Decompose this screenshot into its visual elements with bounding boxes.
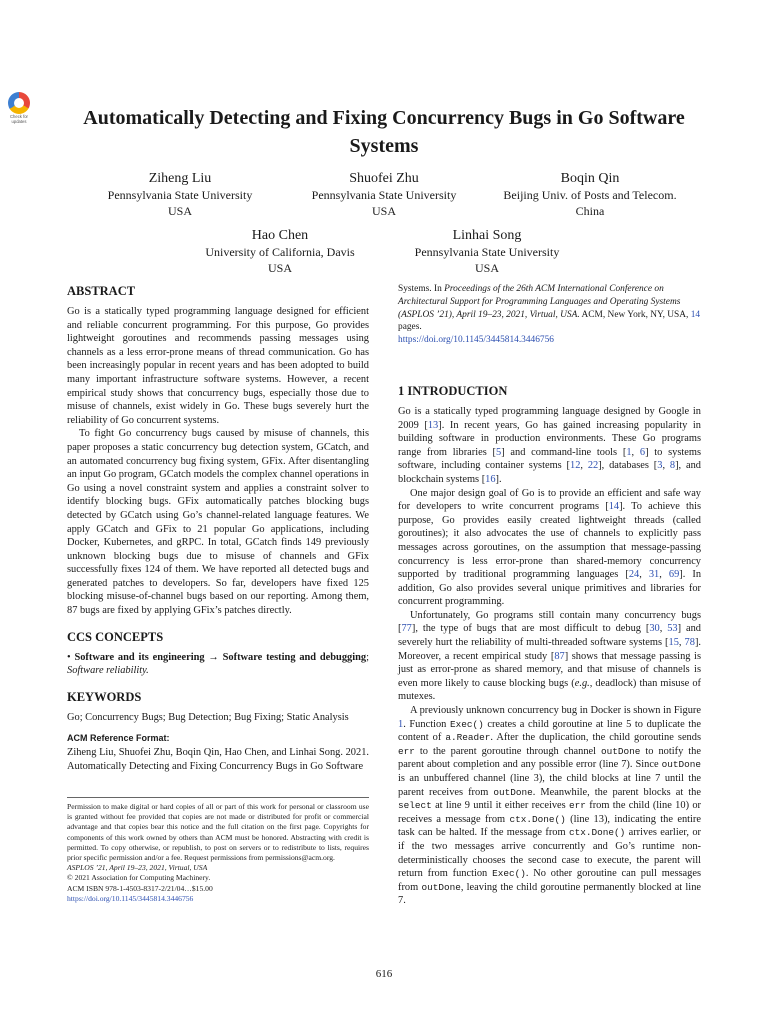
text-segment: to the parent goroutine through channel [414,745,602,757]
ccs-text: • Software and its engineering → Software testing and debugging; Software reliability. [67,651,369,677]
text-segment: deadlock) than misuse of mutexes. [398,677,701,703]
text-segment: A previously unknown concurrency bug in Docker is shown in Figure [410,705,701,717]
author-2 [295,170,473,219]
ccs-heading: CCS CONCEPTS [67,629,164,644]
inline-mark[interactable]: 14 [608,501,620,513]
text-segment: . Meanwhile, the parent blocks at the [532,786,701,798]
text-segment: ]. Moreover, a recent empirical study [ [398,637,701,662]
abstract-paragraph-2: To fight Go concurrency bugs caused by misuse of channels, this paper proposes a static concurrency bug detection system, GCatch, and an automated concurrency bug fixing system, GFix. After disentangling an input Go program, GCatch models the complex channel operations in Go using a novel constraint system and applies a constraint solver to identify blocking bugs. GFix automatically patches blocking bugs detected by GCatch using Go’s channel-related language features. We apply GCatch and GFix to 21 popular Go applications, including Docker, Kubernetes, and gRPC. In total, GCatch finds 149 previously unknown blocking bugs due to misuse of channels and GFix successfully fixes 124 of them. We have reported all detected bugs and generated patches to developers. So far, developers have fixed 125 blocking misuse-of-channel bugs based on our reporting. Among them, 87 bugs are fixed by applying GFix’s patches directly. [67,428,369,617]
inline-mark[interactable]: 31 [648,569,660,581]
author-1 [100,170,260,219]
reference-doi-link[interactable]: https://doi.org/10.1145/3445814.3446756 [398,335,554,346]
acm-reference-continued: Systems. In Proceedings of the 26th ACM International Conference on Architectural Support for Programming Languages and Operating Systems (ASPLOS ’21), April 19–23, 2021, Virtual, USA. ACM, New York, NY, USA, 14 pages. https://doi.org/10.1145/3445814.3446756 [398,284,701,346]
author-name: Boqin Qin [560,171,620,186]
inline-mark: outDone [421,881,461,893]
text-segment: ], the type of bugs that are most difficult to debug [ [411,623,650,635]
author-affiliation: Pennsylvania State University [311,188,457,202]
acm-reference-heading: ACM Reference Format: [67,733,170,744]
text-segment: is an unbuffered channel (line 3), the child blocks at line 7 until the parent receives from [398,773,701,798]
text-segment: One major design goal of Go is to provide an efficient and safe way for developers to write concurrent programs [ [398,487,701,513]
inline-mark: e.g., [574,677,593,689]
inline-mark[interactable]: 77 [401,623,412,635]
intro-paragraph-2 [398,487,701,609]
text-segment: ] and command-line tools [ [501,446,627,458]
text-segment: (line 13), indicating the entire task can be halted. If the message from [398,813,701,839]
inline-mark: err [569,800,586,812]
inline-mark[interactable]: 1 [626,446,632,458]
author-name: Shuofei Zhu [349,171,419,186]
inline-mark[interactable]: 53 [667,623,678,635]
inline-mark[interactable]: 22 [587,460,599,472]
copyright-footnote [67,797,369,904]
text-segment: from the child (line 10) or receives a message from [398,800,701,825]
inline-mark[interactable]: 6 [639,446,646,458]
text-segment: , [659,569,669,581]
author-country: USA [167,203,192,218]
author-affiliation: Pennsylvania State University [414,245,560,259]
text-segment: arrives earlier, or if the two messages arrive concurrently and Go’s runtime non-deterministically chooses the second case to execute, the parent will return from function [398,827,701,880]
author-4 [190,227,370,276]
author-name: Linhai Song [452,228,522,243]
permission-text: Permission to make digital or hard copies of all or part of this work for personal or classroom use is granted without fee provided that copies are not made or distributed for profit or commercial advantage and that copies bear this notice and the full citation on the first page. Copyrights for components of this work owned by others than ACM must be honored. Abstracting with credit is permitted. To copy otherwise, or republish, to post on servers or to redistribute to lists, requires prior specific permission and/or a fee. Request permissions from permissions@acm.org. [67,802,369,863]
author-5 [395,227,579,276]
author-country: USA [267,260,292,275]
text-segment: ] shows that message passing is just as error-prone as shared memory, and that misuse of channels is even more likely to cause blocking bugs ( [398,650,701,689]
text-segment: ]. To achieve this purpose, Go provides easily created lightweight threads (called goroutines); it also advocates the use of channels to explicitly pass messages across goroutines, on the assumption that message-passing concurrency is less error-prone than shared-memory concurrency supported by traditional programming languages [ [398,501,701,581]
author-country: USA [474,260,499,275]
author-country: China [575,203,605,218]
text-segment: , [662,460,670,472]
acm-reference-text: Ziheng Liu, Shuofei Zhu, Boqin Qin, Hao Chen, and Linhai Song. 2021. Automatically Detecting and Fixing Concurrency Bugs in Go Software [67,747,369,772]
badge-text: Check for updates [10,114,28,124]
footnote-doi-link[interactable]: https://doi.org/10.1145/3445814.3446756 [67,893,194,903]
conference-line: ASPLOS ’21, April 19–23, 2021, Virtual, USA [67,863,208,873]
inline-mark: Exec() [492,868,526,880]
paper-title: Automatically Detecting and Fixing Concurrency Bugs in Go Software Systems [83,107,685,157]
inline-mark: outDone [661,759,701,771]
check-for-updates-icon [8,92,30,114]
abstract-paragraph-1: Go is a statically typed programming language designed for efficient and reliable concurrent programming. For this purpose, Go provides lightweight goroutines and recommends passing messages using channels as a less error-prone means of thread communication. Go has been increasingly popular in recent years and has been adopted to build many important infrastructure software systems. However, a recent empirical study shows that concurrency bugs, especially those due to misuse of channels, exist widely in Go. These bugs severely hurt the reliability of Go concurrent systems. [67,306,369,426]
author-affiliation: Pennsylvania State University [107,188,253,202]
isbn-line: ACM ISBN 978-1-4503-8317-2/21/04…$15.00 [67,883,213,893]
author-affiliation: Beijing Univ. of Posts and Telecom. [503,188,677,202]
text-segment: ]. In recent years, Go has gained increasing popularity in building software in production environments. These Go programs range from libraries [ [398,419,701,458]
abstract-heading: ABSTRACT [67,284,136,298]
inline-mark: ctx.Done() [509,813,566,825]
inline-mark[interactable]: 24 [628,569,640,581]
inline-mark[interactable]: 13 [427,419,439,431]
text-segment: ]. In addition, Go also provides several unique primitives and libraries for concurrent programming. [398,569,702,608]
inline-mark: a.Reader [445,732,491,744]
inline-mark: Exec() [449,718,484,730]
keywords-heading: KEYWORDS [67,689,142,704]
inline-mark[interactable]: 69 [668,569,680,581]
inline-mark[interactable]: 12 [570,460,581,472]
text-segment: , [580,460,588,472]
page-number: 616 [375,968,393,980]
text-segment: ], databases [ [598,460,658,472]
check-for-updates-badge[interactable] [4,92,34,126]
introduction-heading: 1 INTRODUCTION [398,383,508,398]
text-segment: . No other goroutine can pull messages from [398,868,701,893]
text-segment: to notify the parent about completion and any possible error (line 7). Since [398,745,701,771]
author-affiliation: University of California, Davis [205,245,355,259]
author-3 [492,170,688,219]
text-segment: at line 9 until it either receives [431,800,570,812]
author-name: Ziheng Liu [148,171,212,186]
keywords-text: Go; Concurrency Bugs; Bug Detection; Bug Fixing; Static Analysis [67,711,349,723]
inline-mark: outDone [601,745,641,757]
inline-mark: err [398,745,415,757]
inline-mark[interactable]: 30 [649,623,660,635]
inline-mark[interactable]: 87 [554,650,565,662]
inline-mark[interactable]: 16 [485,473,496,485]
text-segment: Unfortunately, Go programs still contain many concurrency bugs [ [398,609,701,635]
inline-mark[interactable]: 3 [657,460,663,472]
inline-mark[interactable]: 78 [684,637,695,649]
text-segment: . After the duplication, the child goroutine sends [490,732,701,744]
intro-paragraph-1 [398,405,701,487]
inline-mark[interactable]: 1 [398,718,404,730]
text-segment: , [678,637,685,649]
text-segment: , leaving the child goroutine permanently blocked at line 7. [398,881,702,907]
text-segment: ] and severely hurt the reliability of multi-threaded software systems [ [398,623,701,649]
inline-mark: select [398,800,432,812]
inline-mark[interactable]: 5 [496,446,502,458]
right-column [398,283,701,908]
intro-paragraph-4 [398,704,701,908]
text-segment: , [639,569,649,581]
inline-mark: ctx.Done() [568,827,626,839]
left-column [67,283,369,773]
inline-mark[interactable]: 8 [669,460,676,472]
text-segment: , [631,446,640,458]
text-segment: ]. [495,473,502,485]
inline-mark: outDone [493,786,533,798]
author-country: USA [371,203,396,218]
copyright-line: © 2021 Association for Computing Machinery. [67,873,211,883]
author-name: Hao Chen [251,228,309,243]
text-segment: , [659,623,668,635]
inline-mark[interactable]: 15 [668,637,679,649]
text-segment: creates a child goroutine at line 5 to duplicate the content of [398,718,701,744]
intro-paragraph-3 [398,609,701,704]
text-segment: Go is a statically typed programming language designed by Google in 2009 [ [398,405,701,431]
text-segment: ], and blockchain systems [ [398,460,701,485]
text-segment: ] to systems software, including container systems [ [398,446,701,472]
text-segment: . Function [403,718,450,730]
